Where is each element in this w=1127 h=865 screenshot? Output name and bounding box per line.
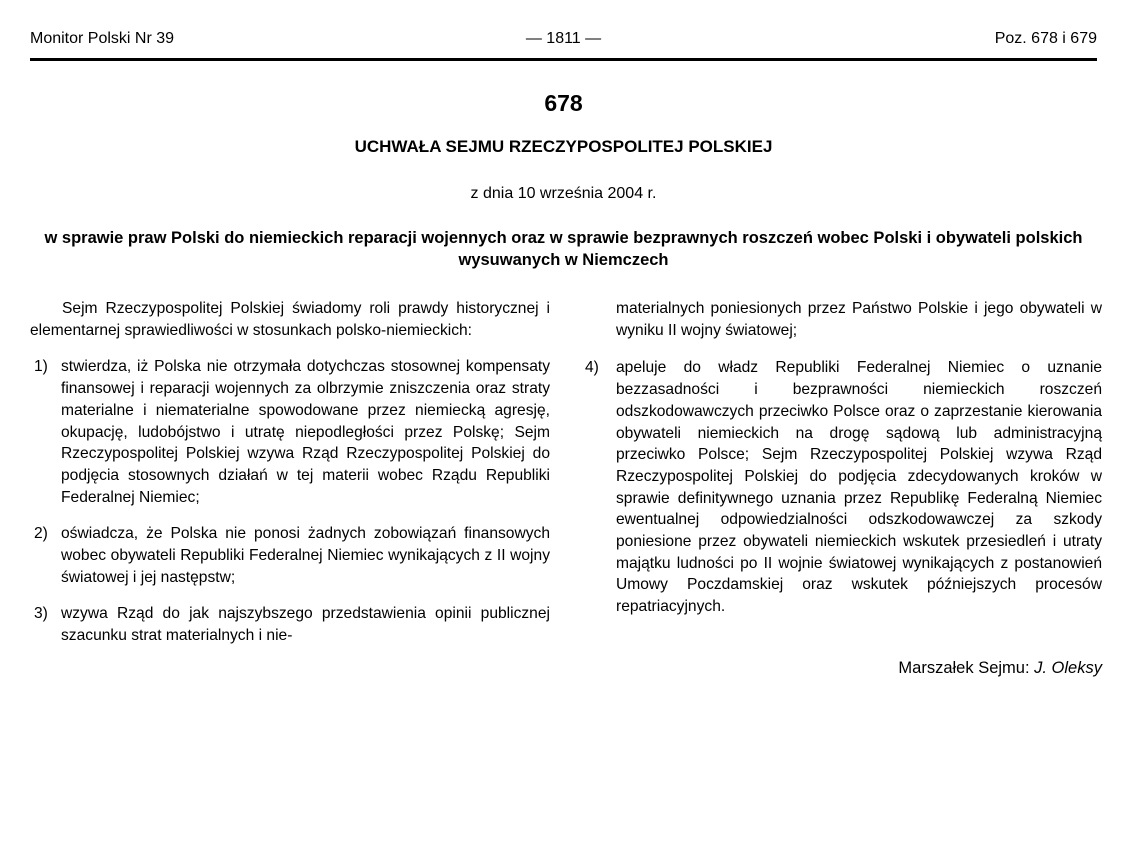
right-column: [585, 298, 1102, 680]
position-number: Poz. 678 i 679: [994, 30, 1097, 47]
item-3-continuation: materialnych poniesionych przez Państwo Polskie i jego obywateli w wyniku II wojny światowej;: [616, 300, 1102, 339]
item-4-number: 4): [585, 359, 599, 377]
list-item-3: [30, 603, 550, 646]
item-1-number: 1): [34, 358, 48, 376]
item-3-number: 3): [34, 605, 48, 623]
item-1-text: stwierdza, iż Polska nie otrzymała dotychczas stosownej kompensaty finansowej i reparacji wojennych za olbrzymie zniszczenia oraz straty materialne i niematerialne spowodowane przez niemiecką agresję, okupację, ludobójstwo i utratę niepodległości przez Polskę; Sejm Rzeczypospolitej Polskiej wzywa Rząd Rzeczypospolitej Polskiej do podjęcia stosownych działań w tej materii wobec Rządu Republiki Federalnej Niemiec;: [61, 358, 550, 506]
signature-label: Marszałek Sejmu:: [898, 658, 1035, 677]
item-2-number: 2): [34, 525, 48, 543]
act-type-title: UCHWAŁA SEJMU RZECZYPOSPOLITEJ POLSKIEJ: [354, 137, 773, 156]
act-number: 678: [544, 90, 583, 116]
signature-line: [585, 658, 1102, 680]
act-subject: w sprawie praw Polski do niemieckich reparacji wojennych oraz w sprawie bezprawnych roszczeń wobec Polski i obywateli polskich wysuwanych w Niemczech: [44, 229, 1083, 269]
running-head: [30, 30, 1097, 54]
journal-title: Monitor Polski Nr 39: [30, 30, 175, 47]
list-item-4: [585, 357, 1102, 617]
list-item-1: [30, 356, 550, 508]
list-item-2: [30, 523, 550, 588]
item-3-text: wzywa Rząd do jak najszybszego przedstawienia opinii publicznej szacunku strat materialnych i nie-: [61, 605, 550, 645]
page-number: — 1811 —: [525, 30, 602, 47]
item-2-text: oświadcza, że Polska nie ponosi żadnych zobowiązań finansowych wobec obywateli Republiki Federalnej Niemiec wynikających z II wojny światowej i jej następstw;: [61, 525, 550, 586]
act-date: z dnia 10 września 2004 r.: [470, 185, 657, 202]
signature-name: J. Oleksy: [1034, 658, 1102, 677]
intro-paragraph: Sejm Rzeczypospolitej Polskiej świadomy roli prawdy historycznej i elementarnej sprawiedliwości w stosunkach polsko-niemieckich:: [30, 300, 550, 339]
header-rule: [30, 58, 1097, 61]
item-4-text: apeluje do władz Republiki Federalnej Niemiec o uznanie bezzasadności i bezprawności niemieckich roszczeń odszkodowawczych przeciwko Polsce oraz o zaprzestanie kierowania obywateli niemieckich na drogę sądową lub administracyjną przeciwko Polsce; Sejm Rzeczypospolitej Polskiej wzywa Rząd Rzeczypospolitej Polskiej do podjęcia zdecydowanych kroków w sprawie definitywnego uznania przez Republikę Federalną Niemiec ewentualnej odpowiedzialności odszkodowawczej za szkody poniesione przez obywateli niemieckich wskutek przesiedleń i utraty majątku ludności po II wojnie światowej wynikających z postanowień Umowy Poczdamskiej oraz wskutek późniejszych procesów repatriacyjnych.: [616, 359, 1102, 616]
left-column: [30, 298, 550, 662]
